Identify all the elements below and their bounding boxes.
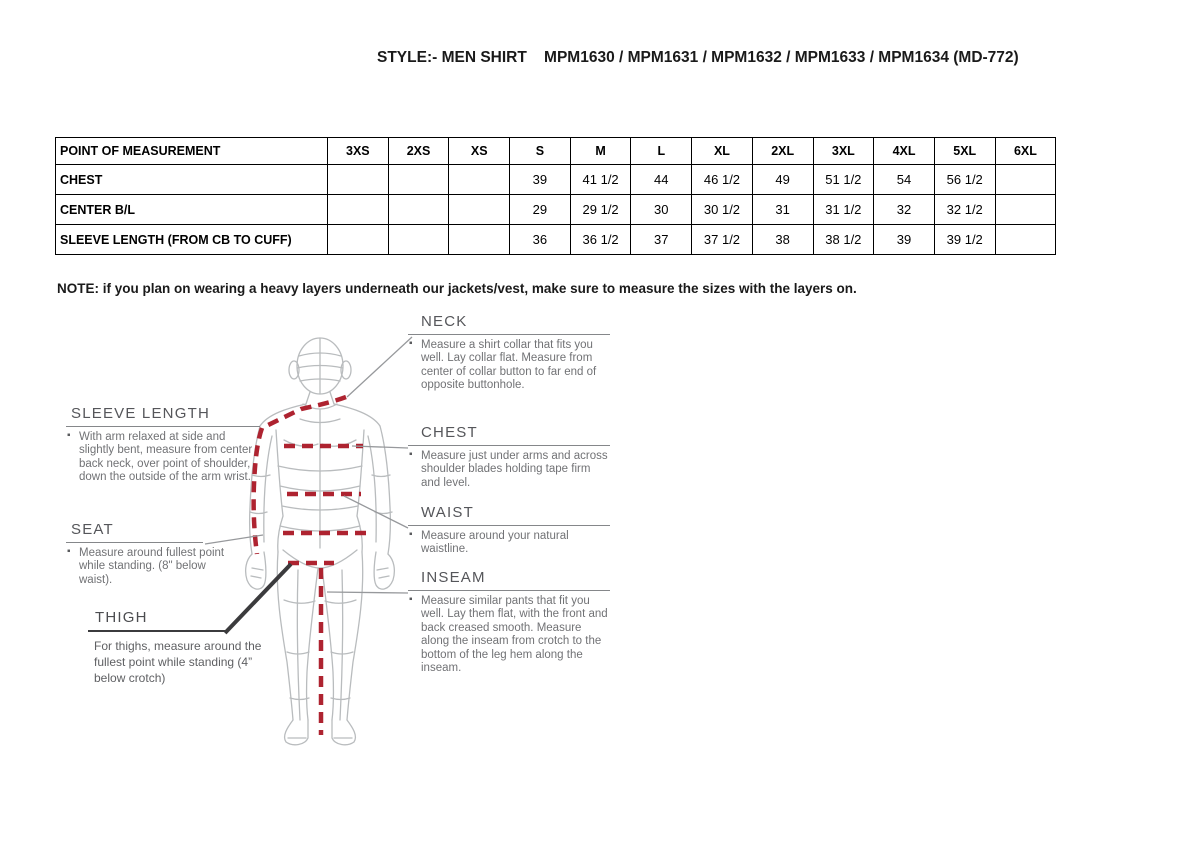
size-value-cell <box>328 165 389 195</box>
size-value-cell: 36 <box>510 225 571 255</box>
size-value-cell: 49 <box>752 165 813 195</box>
guide-neck-text: ▪ Measure a shirt collar that fits you well. Lay collar flat. Measure from center of collar button to far end of opposite buttonhole. <box>408 339 610 393</box>
size-value-cell: 39 1/2 <box>934 225 995 255</box>
size-value-cell: 56 1/2 <box>934 165 995 195</box>
size-value-cell: 46 1/2 <box>692 165 753 195</box>
table-header-row <box>56 138 1056 165</box>
size-value-cell: 38 1/2 <box>813 225 874 255</box>
size-value-cell <box>449 225 510 255</box>
size-value-cell: 38 <box>752 225 813 255</box>
size-value-cell <box>328 195 389 225</box>
guide-neck-label: NECK <box>408 314 610 335</box>
guide-inseam <box>408 570 610 676</box>
table-row-center-bl <box>56 195 1056 225</box>
size-value-cell: 44 <box>631 165 692 195</box>
size-value-cell <box>995 165 1056 195</box>
size-chart-table <box>55 137 1056 255</box>
guide-waist-label: WAIST <box>408 505 610 526</box>
guide-neck <box>408 314 610 393</box>
measurement-diagram <box>0 300 680 845</box>
size-value-cell: 37 1/2 <box>692 225 753 255</box>
size-value-cell <box>449 195 510 225</box>
guide-waist-text: ▪ Measure around your natural waistline. <box>408 530 610 557</box>
size-value-cell: 29 1/2 <box>570 195 631 225</box>
column-header-point-of-measurement: POINT OF MEASUREMENT <box>56 138 328 165</box>
size-value-cell <box>328 225 389 255</box>
column-header-l: L <box>631 138 692 165</box>
page-title: STYLE:- MEN SHIRT MPM1630 / MPM1631 / MPM1632 / MPM1633 / MPM1634 (MD-772) <box>377 49 1019 66</box>
size-value-cell: 30 1/2 <box>692 195 753 225</box>
row-label-sleeve-length: SLEEVE LENGTH (FROM CB TO CUFF) <box>56 225 328 255</box>
size-value-cell: 39 <box>874 225 935 255</box>
guide-sleeve-length-text: ▪ With arm relaxed at side and slightly bent, measure from center back neck, over point of shoulder, down the outside of the arm wrist. <box>66 431 254 485</box>
column-header-5xl: 5XL <box>934 138 995 165</box>
guide-sleeve-length <box>66 406 262 485</box>
column-header-6xl: 6XL <box>995 138 1056 165</box>
column-header-4xl: 4XL <box>874 138 935 165</box>
size-value-cell <box>995 225 1056 255</box>
size-value-cell: 32 1/2 <box>934 195 995 225</box>
guide-thigh-text: For thighs, measure around the fullest point while standing (4” below crotch) <box>94 639 262 685</box>
size-value-cell: 36 1/2 <box>570 225 631 255</box>
guide-seat-label: SEAT <box>66 522 203 543</box>
size-value-cell <box>449 165 510 195</box>
size-value-cell <box>995 195 1056 225</box>
guide-waist <box>408 505 610 557</box>
column-header-s: S <box>510 138 571 165</box>
guide-thigh-label: THIGH <box>88 610 225 632</box>
size-value-cell: 29 <box>510 195 571 225</box>
inseam-leader-line <box>327 592 408 593</box>
table-row-sleeve-length <box>56 225 1056 255</box>
column-header-xl: XL <box>692 138 753 165</box>
guide-inseam-label: INSEAM <box>408 570 610 591</box>
size-value-cell <box>388 165 449 195</box>
column-header-2xs: 2XS <box>388 138 449 165</box>
size-value-cell <box>388 195 449 225</box>
column-header-m: M <box>570 138 631 165</box>
size-value-cell: 41 1/2 <box>570 165 631 195</box>
size-value-cell: 54 <box>874 165 935 195</box>
size-value-cell <box>388 225 449 255</box>
size-value-cell: 39 <box>510 165 571 195</box>
column-header-2xl: 2XL <box>752 138 813 165</box>
size-value-cell: 31 <box>752 195 813 225</box>
guide-seat <box>66 522 236 587</box>
size-value-cell: 51 1/2 <box>813 165 874 195</box>
guide-sleeve-length-label: SLEEVE LENGTH <box>66 406 260 427</box>
neck-leader-line <box>347 337 412 397</box>
note-text: NOTE: if you plan on wearing a heavy layers underneath our jackets/vest, make sure to measure the sizes with the layers on. <box>57 281 857 296</box>
guide-thigh <box>88 610 268 686</box>
table-row-chest <box>56 165 1056 195</box>
guide-chest-label: CHEST <box>408 425 610 446</box>
row-label-center-bl: CENTER B/L <box>56 195 328 225</box>
guide-chest <box>408 425 610 490</box>
column-header-3xl: 3XL <box>813 138 874 165</box>
size-value-cell: 37 <box>631 225 692 255</box>
row-label-chest: CHEST <box>56 165 328 195</box>
size-value-cell: 31 1/2 <box>813 195 874 225</box>
size-value-cell: 30 <box>631 195 692 225</box>
column-header-xs: XS <box>449 138 510 165</box>
guide-chest-text: ▪ Measure just under arms and across shoulder blades holding tape firm and level. <box>408 450 610 490</box>
guide-seat-text: ▪ Measure around fullest point while standing. (8" below waist). <box>66 547 229 587</box>
column-header-3xs: 3XS <box>328 138 389 165</box>
size-value-cell: 32 <box>874 195 935 225</box>
guide-inseam-text: ▪ Measure similar pants that fit you well. Lay them flat, with the front and back creased smooth. Measure along the inseam from crotch to the bottom of the leg hem along the inseam. <box>408 595 610 676</box>
